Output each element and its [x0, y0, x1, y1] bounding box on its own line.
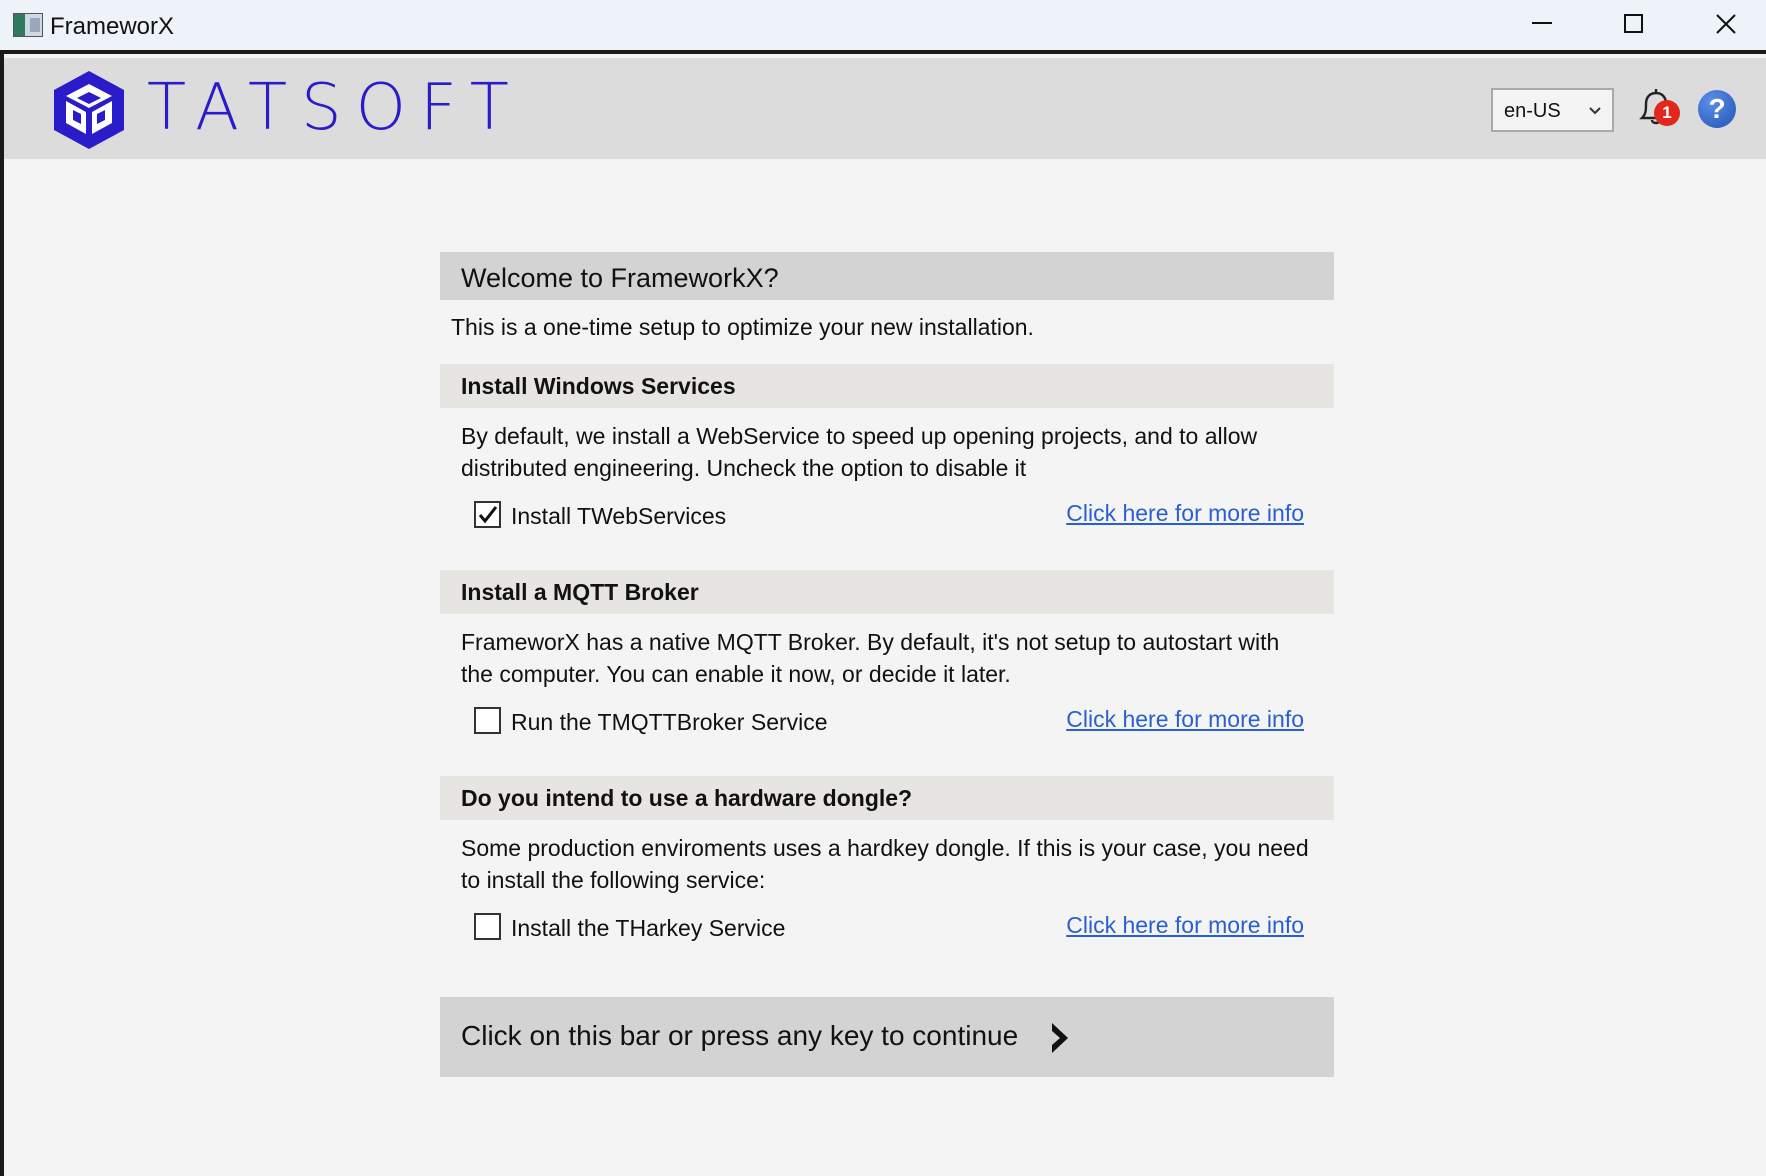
language-select[interactable] [1491, 88, 1614, 132]
setup-panel [440, 252, 1334, 982]
tatsoft-logo-icon [48, 68, 130, 150]
tharkey-checkbox[interactable] [474, 913, 501, 940]
tharkey-label[interactable]: Install the THarkey Service [511, 915, 786, 941]
language-value: en-US [1504, 100, 1561, 122]
help-icon[interactable]: ? [1698, 90, 1736, 128]
tmqttbroker-checkbox[interactable] [474, 707, 501, 734]
section-heading-mqtt-broker: Install a MQTT Broker [440, 570, 1334, 614]
close-icon [1714, 14, 1738, 38]
window-border [0, 54, 4, 1176]
welcome-title: Welcome to FrameworkX? [440, 252, 1334, 300]
chevron-down-icon [1588, 104, 1602, 118]
intro-text: This is a one-time setup to optimize your new installation. [451, 314, 1034, 340]
section-heading-hardware-dongle: Do you intend to use a hardware dongle? [440, 776, 1334, 820]
minimize-icon [1530, 14, 1554, 38]
close-button[interactable] [1680, 0, 1766, 50]
more-info-link-twebservices[interactable]: Click here for more info [1066, 500, 1304, 526]
section-description-windows-services: By default, we install a WebService to speed up opening projects, and to allow distributed engineering. Uncheck the option to disable it [461, 423, 1258, 481]
app-icon [13, 13, 43, 37]
brand-name: TATSOFT [147, 71, 523, 145]
section-heading-windows-services: Install Windows Services [440, 364, 1334, 408]
maximize-button[interactable] [1588, 0, 1680, 50]
checkmark-icon [478, 505, 498, 525]
play-arrow-icon [1048, 1021, 1072, 1055]
option-row-twebservices [440, 496, 1334, 570]
maximize-icon [1622, 14, 1646, 38]
minimize-button[interactable] [1496, 0, 1588, 50]
app-header [4, 58, 1766, 159]
option-row-tharkey [440, 908, 1334, 982]
tmqttbroker-label[interactable]: Run the TMQTTBroker Service [511, 709, 828, 735]
more-info-link-tmqttbroker[interactable]: Click here for more info [1066, 706, 1304, 732]
title-bar [0, 0, 1766, 54]
twebservices-label[interactable]: Install TWebServices [511, 503, 727, 529]
more-info-link-tharkey[interactable]: Click here for more info [1066, 912, 1304, 938]
twebservices-checkbox[interactable] [474, 501, 501, 528]
window-title: FrameworX [50, 13, 175, 40]
option-row-tmqttbroker [440, 702, 1334, 776]
continue-label: Click on this bar or press any key to continue [461, 1020, 1019, 1051]
section-description-mqtt-broker: FrameworX has a native MQTT Broker. By default, it's not setup to autostart with the computer. You can enable it now, or decide it later. [461, 629, 1280, 687]
section-description-hardware-dongle: Some production enviroments uses a hardkey dongle. If this is your case, you need to install the following service: [461, 835, 1309, 893]
continue-bar[interactable] [440, 997, 1334, 1077]
notification-badge: 1 [1654, 100, 1680, 126]
